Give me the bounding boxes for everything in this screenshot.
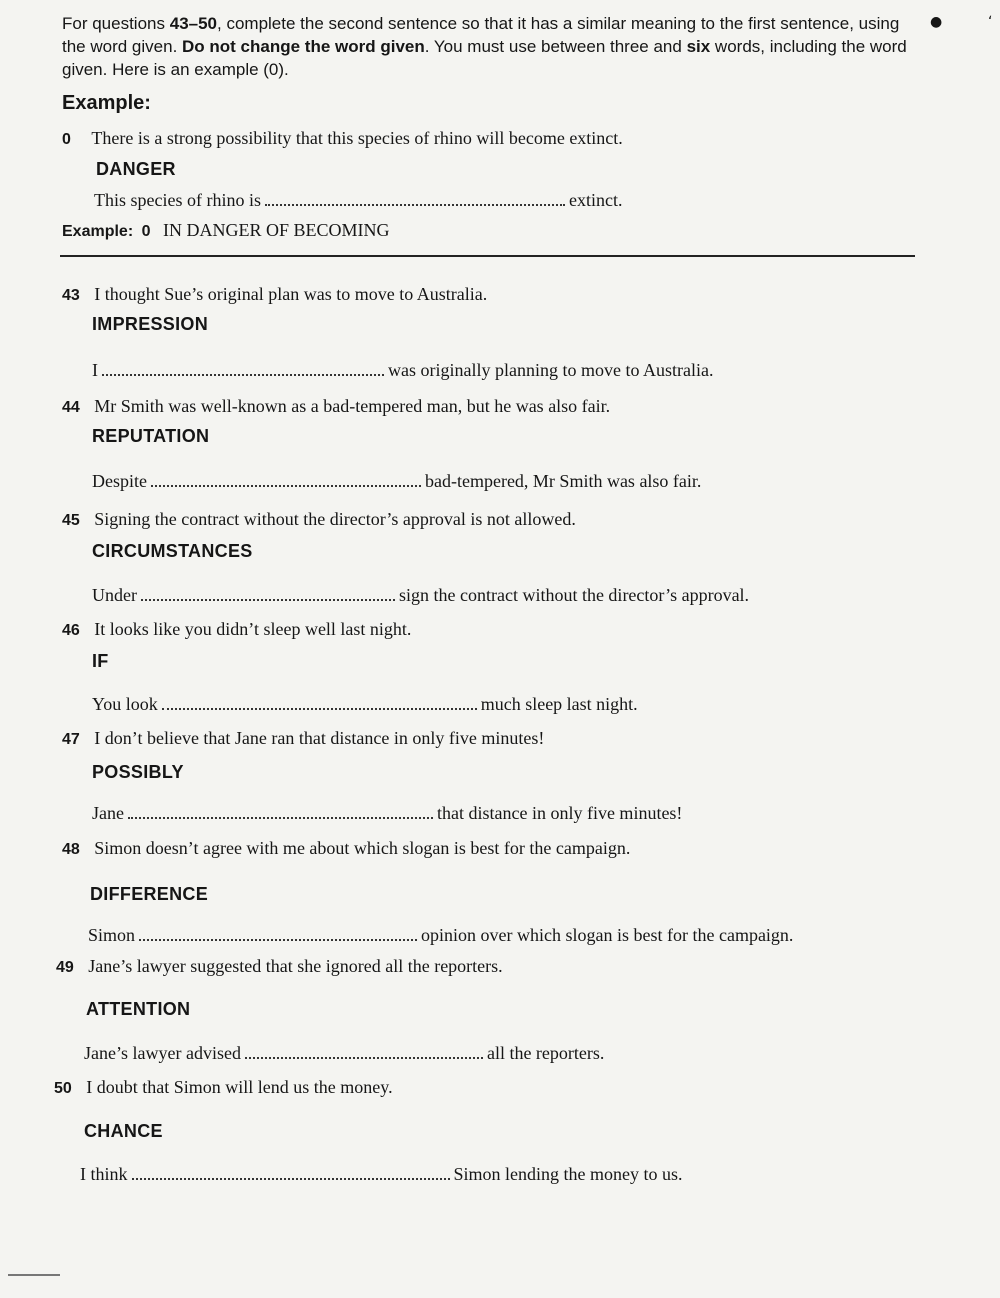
answer-gap[interactable] [132, 1178, 450, 1180]
answer-row [92, 803, 682, 824]
answer-before: You look [92, 694, 158, 714]
question-sentence: Simon doesn’t agree with me about which slogan is best for the campaign. [94, 838, 631, 858]
answer-before: Jane [92, 803, 124, 823]
answer-after: opinion over which slogan is best for the campaign. [421, 925, 794, 945]
question-keyword: IMPRESSION [92, 314, 209, 334]
example-answer: IN DANGER OF BECOMING [163, 220, 390, 240]
question-row [54, 1077, 393, 1098]
question-number: 45 [62, 512, 80, 529]
answer-before: Jane’s lawyer advised [84, 1043, 241, 1063]
instructions [62, 12, 912, 81]
answer-after: bad-tempered, Mr Smith was also fair. [424, 471, 702, 491]
question-keyword: IF [92, 651, 109, 671]
question-sentence: I thought Sue’s original plan was to move to Australia. [94, 284, 488, 304]
example-heading: Example: [62, 92, 151, 114]
answer-row [92, 360, 713, 381]
example-after: extinct. [568, 190, 623, 210]
question-range: 43–50 [169, 14, 218, 33]
question-keyword: CIRCUMSTANCES [92, 541, 253, 561]
question-number: 48 [62, 841, 80, 858]
question-row [62, 396, 610, 417]
answer-after: much sleep last night. [480, 694, 638, 714]
example-answer-number: 0 [141, 223, 151, 240]
example-gap [265, 204, 565, 206]
question-sentence: Mr Smith was well-known as a bad-tempered man, but he was also fair. [94, 396, 611, 416]
answer-gap[interactable] [128, 817, 433, 819]
answer-row [92, 694, 638, 715]
answer-gap[interactable] [151, 485, 421, 487]
question-sentence: I doubt that Simon will lend us the money. [86, 1077, 393, 1097]
question-row [62, 509, 576, 530]
answer-before: Under [92, 585, 137, 605]
answer-after: Simon lending the money to us. [453, 1164, 683, 1184]
answer-row [88, 925, 793, 946]
tick-mark: ʻ [988, 14, 993, 30]
answer-gap[interactable] [245, 1057, 483, 1059]
example-answer-label: Example: [62, 223, 134, 240]
instructions-text-3: . You must use between three and [424, 37, 687, 56]
question-keyword: REPUTATION [92, 426, 210, 446]
example-sentence: There is a strong possibility that this species of rhino will become extinct. [91, 128, 623, 148]
instructions-text-2: , complete the second sentence so that it has a similar meaning to the first sentence, using the word given. [62, 14, 900, 56]
question-keyword: CHANCE [84, 1121, 163, 1141]
question-row [62, 728, 544, 749]
question-keyword: ATTENTION [86, 999, 191, 1019]
answer-gap[interactable] [141, 599, 395, 601]
question-number: 50 [54, 1080, 72, 1097]
margin-line [8, 1274, 60, 1276]
question-row [62, 284, 487, 305]
instructions-text-1: For questions [62, 14, 170, 33]
answer-before: Simon [88, 925, 136, 945]
answer-after: that distance in only five minutes! [436, 803, 683, 823]
answer-before: I think [80, 1164, 128, 1184]
answer-after: sign the contract without the director’s approval. [398, 585, 750, 605]
question-sentence: It looks like you didn’t sleep well last night. [94, 619, 412, 639]
question-sentence: I don’t believe that Jane ran that distance in only five minutes! [94, 728, 545, 748]
answer-row [84, 1043, 604, 1064]
question-row [56, 956, 503, 977]
answer-after: all the reporters. [486, 1043, 605, 1063]
question-number: 49 [56, 959, 74, 976]
question-number: 46 [62, 622, 80, 639]
answer-row [92, 471, 701, 492]
answer-row [80, 1164, 683, 1185]
example-number: 0 [62, 131, 71, 148]
question-number: 43 [62, 287, 80, 304]
bullet-mark: ● [930, 14, 943, 30]
question-sentence: Jane’s lawyer suggested that she ignored all the reporters. [88, 956, 503, 976]
answer-before: Despite [92, 471, 147, 491]
instructions-bold-rule: Do not change the word given [182, 37, 425, 56]
answer-row [92, 585, 749, 606]
question-sentence: Signing the contract without the director’s approval is not allowed. [94, 509, 576, 529]
answer-gap[interactable] [102, 374, 384, 376]
instructions-bold-six: six [686, 37, 711, 56]
question-keyword: DIFFERENCE [90, 884, 209, 904]
answer-after: was originally planning to move to Australia. [388, 360, 714, 380]
example-keyword: DANGER [96, 159, 176, 179]
question-keyword: POSSIBLY [92, 762, 184, 782]
answer-gap[interactable] [139, 939, 417, 941]
answer-before: I [92, 360, 98, 380]
divider-rule [60, 255, 915, 257]
question-row [62, 838, 630, 859]
instructions-text-4: words, including the word given. Here is an example (0). [62, 37, 907, 79]
question-number: 44 [62, 399, 80, 416]
question-number: 47 [62, 731, 80, 748]
answer-gap[interactable] [162, 708, 477, 710]
example-gap-row [94, 190, 622, 211]
question-row [62, 619, 411, 640]
example-answer-row [62, 220, 390, 241]
example-before: This species of rhino is [94, 190, 261, 210]
example-sentence-row [62, 128, 623, 149]
